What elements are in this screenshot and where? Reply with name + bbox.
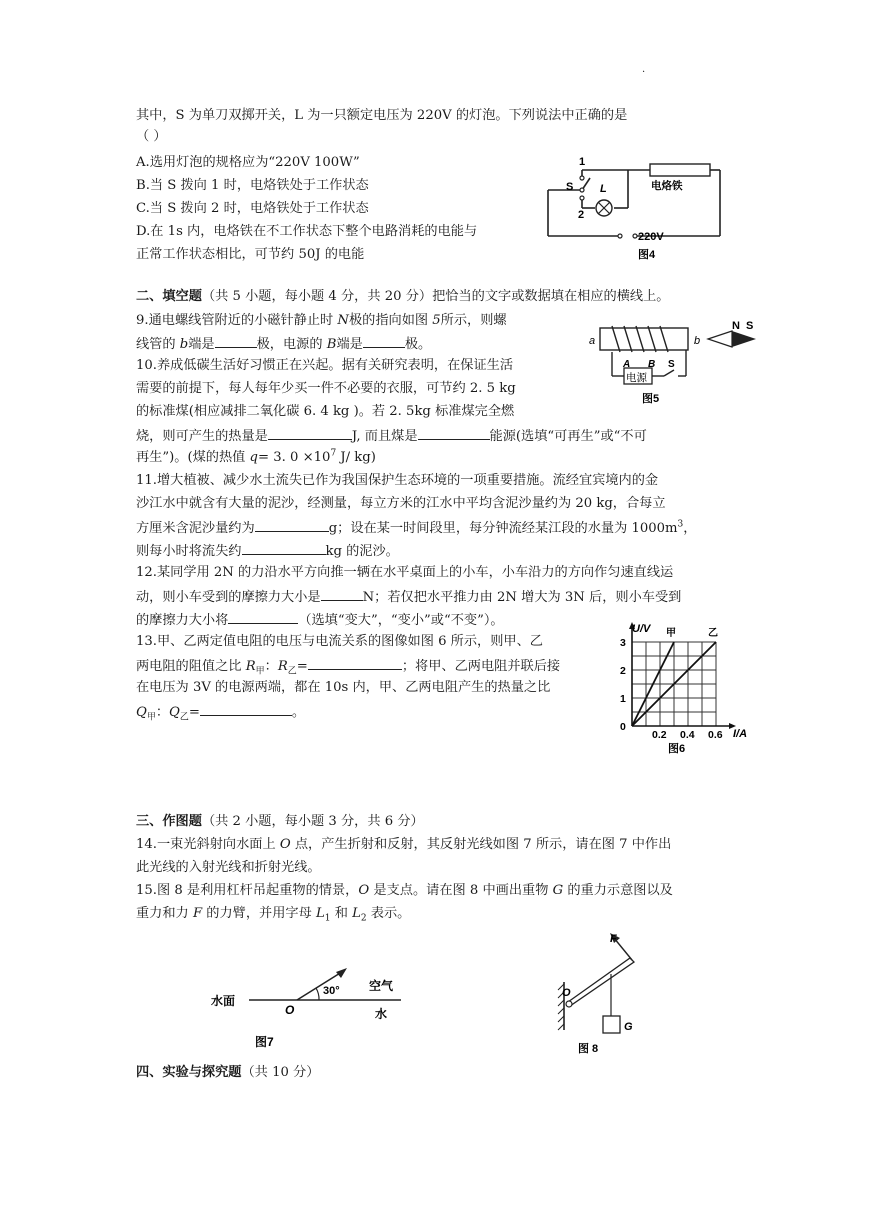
q8-option-c: C.当 S 拨向 2 时，电烙铁处于工作状态 — [136, 201, 369, 216]
fig5-label-source: 电源 — [626, 372, 647, 384]
q11-line2: 沙江水中就含有大量的泥沙，经测量，每立方米的江水中平均含泥沙量约为 20 kg，合每立 — [136, 496, 666, 511]
section-2-title: 二、填空题 — [136, 289, 202, 304]
figure-7-water-surface — [205, 962, 415, 1054]
y-tick-label: 0 — [620, 721, 626, 733]
x-tick-label: 0.2 — [652, 729, 667, 741]
q14-line1: 14.一束光斜射向水面上 O 点，产生折射和反射，其反射光线如图 7 所示，请在图 7 中作出 — [136, 837, 672, 852]
pivot-icon — [566, 1001, 572, 1007]
page-dot: . — [642, 64, 646, 75]
q12-line2: 动，则小车受到的摩擦力大小是 N；若仅把水平推力由 2N 增大为 3N 后，则小车受到 — [136, 586, 681, 608]
lever-bar — [568, 958, 634, 1006]
figure-8-lever — [548, 922, 678, 1062]
q10-line4: 烧，则可产生的热量是 J, 而且煤是 能源(选填“可再生”或“不可 — [136, 425, 647, 447]
q13-blank-1[interactable] — [308, 655, 402, 670]
fig8-label-o: O — [562, 987, 571, 999]
fig4-caption: 图4 — [638, 249, 656, 261]
y-tick-label: 1 — [620, 693, 626, 705]
q13-blank-2[interactable] — [200, 701, 292, 716]
x-tick-label: 0.4 — [680, 729, 695, 741]
chart-y-axis-label: U/V — [632, 623, 651, 635]
q11-blank-1[interactable] — [255, 517, 329, 532]
fig7-label-o: O — [285, 1003, 295, 1017]
section-3-desc: （共 2 小题，每小题 3 分，共 6 分） — [201, 814, 424, 829]
q13-line3: 在电压为 3V 的电源两端，都在 10s 内，甲、乙两电阻产生的热量之比 — [136, 680, 551, 695]
fig5-label-a: a — [589, 335, 596, 347]
needle-north-half — [708, 331, 732, 347]
section-2-desc: （共 5 小题，每小题 4 分，共 20 分）把恰当的文字或数据填在相应的横线上。 — [201, 289, 670, 304]
section-2-heading — [136, 287, 669, 307]
reflected-ray-arrow-icon — [336, 968, 347, 978]
q8-stem: 其中，S 为单刀双掷开关，L 为一只额定电压为 220V 的灯泡。下列说法中正确的是 — [136, 108, 628, 123]
fig5-label-S: S — [668, 359, 675, 370]
y-tick-label: 2 — [620, 665, 626, 677]
q8-option-a: A.选用灯泡的规格应为“220V 100W” — [136, 155, 360, 170]
section-4-title: 四、实验与探究题 — [136, 1065, 242, 1080]
fig4-label-s: S — [566, 181, 574, 193]
q11-line1: 11.增大植被、减少水土流失已作为我国保护生态环境的一项重要措施。流经宜宾境内的金 — [136, 473, 659, 488]
q11-blank-2[interactable] — [242, 540, 326, 555]
fig7-label-surface: 水面 — [211, 994, 236, 1008]
q12-blank-2[interactable] — [228, 609, 298, 624]
fig5-caption: 图5 — [642, 393, 660, 405]
figure-4-circuit — [540, 150, 730, 268]
q13-line2: 两电阻的阻值之比 $R_甲$：$R_乙=$ ；将甲、乙两电阻并联后接 — [136, 655, 560, 677]
q12-line1: 12.某同学用 2N 的力沿水平方向推一辆在水平桌面上的小车，小车沿力的方向作匀速直线运 — [136, 565, 674, 580]
q8-paren: （ ） — [136, 129, 167, 144]
x-tick-label: 0.6 — [708, 729, 723, 741]
soldering-iron-box — [650, 164, 710, 176]
angle-arc — [316, 988, 319, 1000]
fig4-label-l: L — [600, 183, 607, 195]
needle-label-n: N — [732, 320, 740, 332]
fig5-label-B: B — [648, 359, 656, 370]
fig7-label-air: 空气 — [369, 979, 394, 993]
q8-option-b: B.当 S 拨向 1 时，电烙铁处于工作状态 — [136, 178, 369, 193]
q14-line2: 此光线的入射光线和折射光线。 — [136, 860, 321, 875]
q11-line4: 则每小时将流失约 kg 的泥沙。 — [136, 540, 399, 562]
fig5-label-b: b — [694, 335, 701, 347]
q15-line1: 15.图 8 是利用杠杆吊起重物的情景，O 是支点。请在图 8 中画出重物 G 的重力示意图以及 — [136, 883, 673, 898]
q8-option-d-line1: D.在 1s 内，电烙铁在不工作状态下整个电路消耗的电能与 — [136, 224, 478, 239]
fig7-caption: 图7 — [255, 1035, 274, 1049]
q13-line4: $Q_甲$：$Q_乙=$ 。 — [136, 701, 305, 723]
section-3-title: 三、作图题 — [136, 814, 202, 829]
fig8-caption: 图 8 — [578, 1043, 599, 1055]
q10-blank-1[interactable] — [268, 425, 352, 440]
fig8-label-f: F — [610, 933, 617, 945]
fig4-label-iron: 电烙铁 — [651, 180, 683, 192]
q8-option-d-line2: 正常工作状态相比，可节约 50J 的电能 — [136, 247, 365, 262]
chart-series-label-yi: 乙 — [708, 628, 718, 639]
fig6-caption: 图6 — [668, 743, 686, 755]
q9-blank-2[interactable] — [363, 333, 405, 348]
fig7-label-water: 水 — [375, 1007, 388, 1021]
needle-label-s: S — [746, 320, 754, 332]
q9-blank-1[interactable] — [215, 333, 257, 348]
q9-line2: 线管的 b端是 极，电源的 B端是 极。 — [136, 333, 431, 355]
figure-6-chart — [612, 620, 762, 760]
weight-box — [603, 1016, 620, 1033]
y-tick-label: 3 — [620, 637, 626, 649]
q13-line1: 13.甲、乙两定值电阻的电压与电流关系的图像如图 6 所示，则甲、乙 — [136, 634, 543, 649]
q10-line3: 的标准煤(相应减排二氧化碳 6. 4 kg )。若 2. 5kg 标准煤完全燃 — [136, 404, 515, 419]
q12-line3: 的摩擦力大小将 （选填“变大”，“变小”或“不变”）。 — [136, 609, 504, 631]
fig4-label-1: 1 — [579, 156, 586, 168]
section-3-heading — [136, 812, 424, 832]
chart-x-axis-label: I/A — [733, 728, 748, 740]
fig5-label-A: A — [623, 359, 631, 370]
section-4-heading — [136, 1063, 319, 1083]
fig4-label-voltage: 220V — [638, 231, 664, 243]
fig4-label-2: 2 — [578, 209, 585, 221]
needle-south-half — [732, 331, 756, 347]
q10-line5: 再生”)。(煤的热值 q= 3. $0 \times 10^7$ J/ kg) — [136, 448, 376, 465]
q12-blank-1[interactable] — [321, 586, 363, 601]
figure-5-solenoid — [582, 318, 767, 410]
q10-line2: 需要的前提下，每人每年少买一件不必要的衣服，可节约 2. 5 kg — [136, 381, 516, 396]
chart-series-label-jia: 甲 — [666, 628, 676, 639]
section-4-desc: （共 10 分） — [241, 1065, 320, 1080]
fig8-label-g: G — [624, 1021, 633, 1033]
q9-line1: 9.通电螺线管附近的小磁针静止时 N极的指向如图 5所示，则螺 — [136, 313, 507, 328]
q15-line2: 重力和力 F 的力臂，并用字母 $L_1$ 和 $L_2$ 表示。 — [136, 906, 411, 924]
q11-line3: 方厘米含泥沙量约为 g；设在某一时间段里，每分钟流经某江段的水量为 $1000m^3$， — [136, 517, 696, 539]
q10-blank-2[interactable] — [418, 425, 490, 440]
fig7-label-angle: 30° — [323, 985, 340, 997]
q10-line1: 10.养成低碳生活好习惯正在兴起。据有关研究表明，在保证生活 — [136, 358, 514, 373]
